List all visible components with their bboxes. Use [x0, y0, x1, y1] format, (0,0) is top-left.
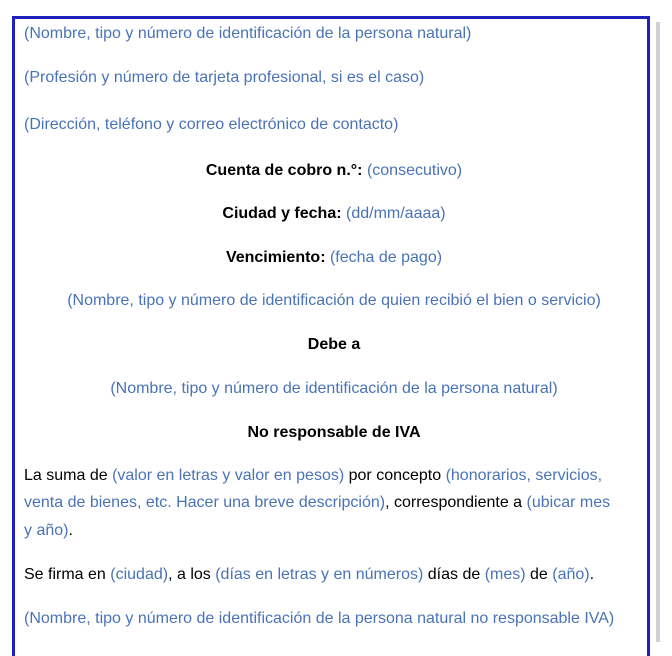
recipient-id-line: (Nombre, tipo y número de identificación de quien recibió el bien o servicio): [67, 292, 601, 309]
document-frame: [12, 16, 650, 656]
city-date-line: [15, 205, 653, 223]
due-date-value: (fecha de pago): [329, 249, 443, 266]
signature-city-placeholder: (ciudad): [110, 566, 169, 583]
invoice-number-value: (consecutivo): [366, 162, 463, 179]
sum-text: .: [68, 522, 73, 539]
signature-days-placeholder: (días en letras y en números): [215, 566, 424, 583]
invoice-number-label: Cuenta de cobro n.°:: [205, 162, 363, 179]
sum-concept-placeholder: (honorarios, servicios,: [445, 467, 603, 484]
due-date-line: [15, 249, 653, 267]
sum-amount-placeholder: (valor en letras y valor en pesos): [112, 467, 345, 484]
city-date-value: (dd/mm/aaaa): [346, 205, 446, 222]
contact-line: (Dirección, teléfono y correo electrónico de contacto): [24, 116, 399, 133]
sum-concept-placeholder: venta de bienes, etc. Hacer una breve descripción): [24, 494, 386, 511]
signature-month-placeholder: (mes): [484, 566, 526, 583]
signature-text: de: [525, 566, 553, 583]
sum-text: , correspondiente a: [385, 494, 527, 511]
signature-text: , a los: [168, 566, 216, 583]
signer-id-line: (Nombre, tipo y número de identificación de la persona natural no responsable IVA): [24, 610, 615, 627]
sum-paragraph-line-2: [24, 494, 610, 512]
issuer-id-line: (Nombre, tipo y número de identificación de la persona natural): [24, 25, 472, 42]
profession-line: (Profesión y número de tarjeta profesional, si es el caso): [24, 69, 425, 86]
sum-period-placeholder: (ubicar mes: [526, 494, 611, 511]
due-date-label: Vencimiento:: [225, 249, 326, 266]
sum-paragraph-line-3: [24, 522, 73, 540]
signature-place-line: [24, 566, 594, 584]
frame-shadow: [656, 22, 660, 642]
sum-period-placeholder: y año): [24, 522, 69, 539]
creditor-id-line: (Nombre, tipo y número de identificación de la persona natural): [110, 380, 558, 397]
owes-to-heading: Debe a: [307, 336, 361, 353]
no-vat-heading: No responsable de IVA: [247, 424, 421, 441]
signature-text: Se firma en: [24, 566, 111, 583]
signature-text: .: [589, 566, 595, 583]
invoice-number-line: [15, 162, 653, 180]
city-date-label: Ciudad y fecha:: [222, 205, 342, 222]
signature-text: días de: [423, 566, 485, 583]
sum-paragraph-line-1: [24, 467, 602, 485]
signature-year-placeholder: (año): [552, 566, 590, 583]
sum-text: por concepto: [344, 467, 446, 484]
sum-text: La suma de: [24, 467, 113, 484]
